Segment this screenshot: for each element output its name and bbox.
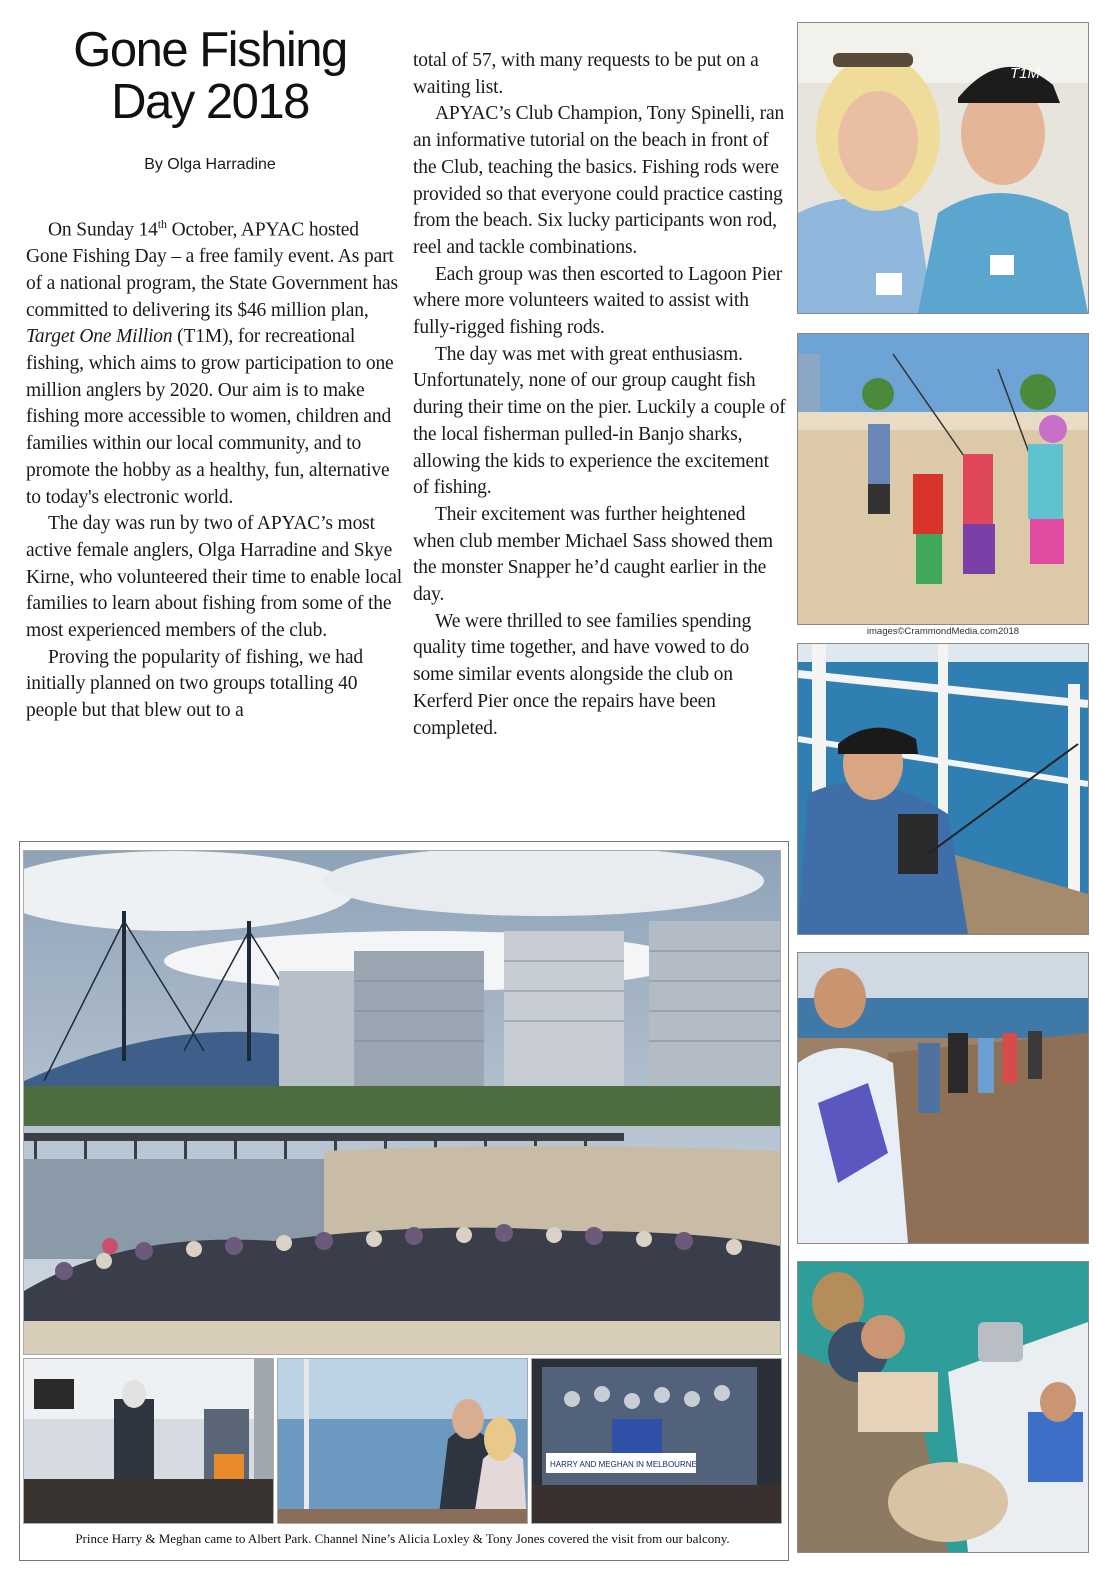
paragraph: Each group was then escorted to Lagoon Pier where more volunteers waited to assist with fully-rigged fishing rods. — [413, 263, 783, 339]
article-column-2 — [413, 48, 787, 742]
photo-man-child-pier — [797, 643, 1089, 935]
photo-two-women — [797, 22, 1089, 314]
article-title — [30, 24, 390, 128]
paragraph: The day was run by two of APYAC’s most active female anglers, Olga Harradine and Skye Kirne, who volunteered their time to enable local families to learn about fishing from some of the most experienced members of the club. — [26, 513, 403, 642]
title-line-1: Gone Fishing — [73, 23, 347, 77]
paragraph: APYAC’s Club Champion, Tony Spinelli, ran an informative tutorial on the beach in front of the Club, teaching the basics. Fishing rods were provided so that everyone could practice casting from the beach. Six lucky participants won rod, reel and tackle combinations. — [413, 103, 785, 258]
paragraph: Their excitement was further heightened when club member Michael Sass showed them the monster Snapper he’d caught earlier in the day. — [413, 503, 773, 606]
photo-beach-crowd — [23, 850, 781, 1355]
article-column-1 — [26, 211, 404, 725]
byline: By Olga Harradine — [144, 156, 276, 173]
paragraph: The day was met with great enthusiasm. Unfortunately, none of our group caught fish during their time on the pier. Luckily a couple of the local fisherman pulled-in Banjo sharks, allowing the kids to experience the excitement of fishing. — [413, 343, 786, 499]
photo-pier-crowd — [797, 952, 1089, 1244]
photo-reporters-balcony — [277, 1358, 528, 1524]
photo-kids-casting-beach — [797, 333, 1089, 625]
photo-tv-screen — [531, 1358, 782, 1524]
tv-banner-text: HARRY AND MEGHAN IN MELBOURNE — [550, 1460, 697, 1469]
paragraph: We were thrilled to see families spending quality time together, and have vowed to do some similar events alongside the club on Kerferd Pier once the repairs have been completed. — [413, 610, 752, 739]
paragraph: Proving the popularity of fishing, we had initially planned on two groups totalling 40 people but that blew out to a — [26, 646, 364, 722]
cap-logo-text: T1M — [1010, 65, 1040, 82]
title-line-2: Day 2018 — [111, 75, 309, 129]
paragraph: On Sunday 14th October, APYAC hosted Gone Fishing Day – a free family event. As part of a national program, the State Government has committed to delivering its $46 million plan, Target One Million (T1M), for recreational fishing, which aims to grow participation to one million anglers by 2020. Our aim is to make fishing more accessible to women, children and families within our local community, and to promote the hobby as a healthy, fun, alternative to today's electronic world. — [26, 217, 399, 508]
photo-tv-crew-balcony — [23, 1358, 274, 1524]
photo-boat-kids — [797, 1261, 1089, 1553]
paragraph: total of 57, with many requests to be put on a waiting list. — [413, 50, 759, 98]
photo-credit: images©CrammondMedia.com2018 — [866, 626, 1020, 637]
photo-caption: Prince Harry & Meghan came to Albert Park. Channel Nine’s Alicia Loxley & Tony Jones covered the visit from our balcony. — [75, 1531, 730, 1546]
